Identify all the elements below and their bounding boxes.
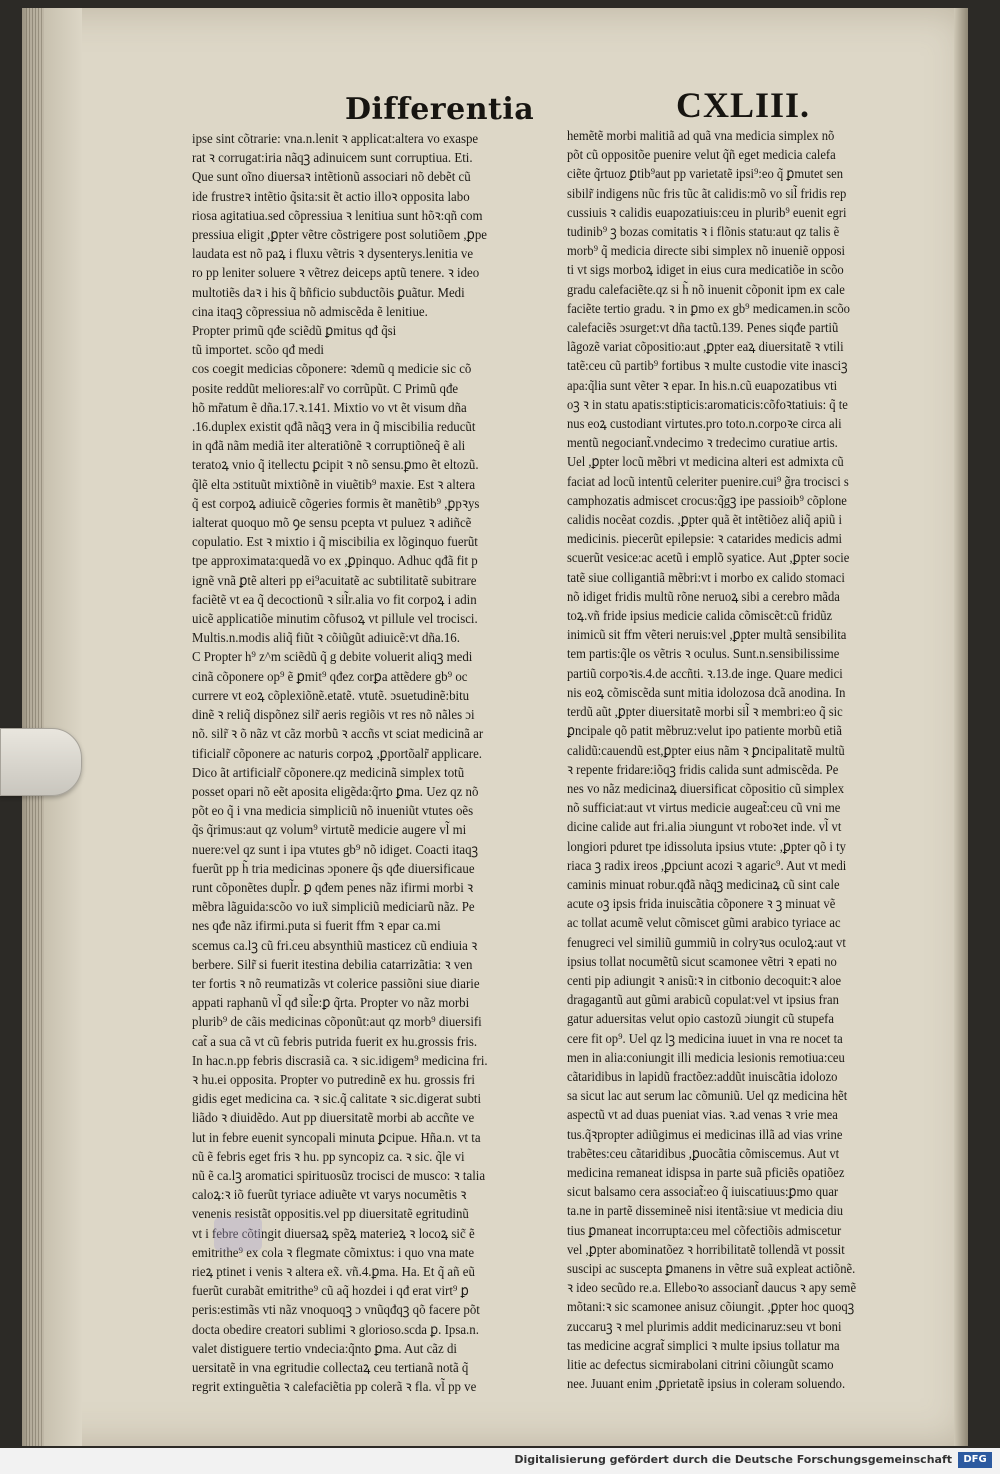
text-line: Propter primũ qđe sciẽdũ ꝑmitus qđ q̃si [192, 324, 397, 340]
text-line: lãgozẽ variat cõpositio:aut ,ꝑpter eaꝝ diuersitatẽ ꝛ vtili [567, 340, 844, 356]
text-line: regrit extinguẽtia ꝛ calefaciẽtia pp colerã ꝛ fla. vl̃ pp ve [192, 1380, 477, 1396]
text-line: cũ ẽ febris eget fris ꝛ hu. pp syncopiz ca. ꝛ sic. q̃le vi [192, 1149, 465, 1165]
text-line: fuerũt pp h̃ tria medicinas ɔponere q̃s qđe diuersificaue [192, 861, 475, 877]
text-line: venenis resistãt oppositis.vel pp diuersitatẽ egritudinũ [192, 1207, 469, 1223]
text-line: camphozatis admiscet crocus:q̃gꝫ ipe passioib⁹ cõplone [567, 493, 847, 509]
text-line: Uel ,ꝑpter locũ mẽbri vt medicina alteri est admixta cũ [567, 455, 844, 471]
text-line: ꝛ hu.ei opposita. Propter vo putredinẽ ex hu. grossis fri [192, 1072, 475, 1088]
text-line: cina itaqꝫ cõpressiua nõ admiscẽda ẽ lenitiue. [192, 304, 428, 320]
text-line: ignẽ vnã ꝑtẽ alteri pp ei⁹acuitatẽ ac subtilitatẽ subitrare [192, 573, 477, 589]
text-line: ide frustreꝛ intẽtio q̃sita:sit ẽt actio illoꝛ opposita labo [192, 189, 470, 205]
text-line: calefaciẽs ɔsurget:vt dña tactũ.139. Penes siqđe partiũ [567, 321, 839, 337]
text-line: posite reddũt meliores:alr̃ vo corrũpũt. C Primũ qđe [192, 381, 459, 397]
text-line: rieꝝ ptinet i venis ꝛ altera ex̃. vñ.4.ꝑma. Ha. Et q̃ añ eũ [192, 1264, 475, 1280]
text-line: tatẽ:ceu cũ partib⁹ fortibus ꝛ multe custodie vite inasciꝫ [567, 359, 848, 375]
text-line: gidis eget medicina ca. ꝛ sic.q̃ calitate ꝛ sic.digerat subti [192, 1092, 482, 1108]
text-line: In hac.n.pp febris discrasiã ca. ꝛ sic.idigem⁹ medicina fri. [192, 1053, 488, 1069]
text-line: q̃s q̃rimus:aut qz volum⁹ virtutẽ medicie augere vl̃ mi [192, 823, 467, 839]
text-line: q̃lẽ elta ɔstituũt mixtiõnẽ in viuẽtib⁹ maxie. Est ꝛ altera [192, 477, 476, 493]
text-line: ciẽte q̃rtuoz ꝑtib⁹aut pp varietatẽ ipsi⁹:eo q̃ ꝑmutet sen [567, 167, 844, 183]
text-line: tificialr̃ cõponere ac naturis corpoꝝ ,ꝑportõalr̃ applicare. [192, 746, 483, 762]
text-line: teratoꝝ vnio q̃ itellectu ꝑcipit ꝛ nõ sensu.ꝑmo ẽt eltozũ. [192, 458, 479, 474]
text-line: ꝛ ideo secũdo re.a. Elleboꝛo associant̃ daucus ꝛ apy semẽ [567, 1281, 857, 1297]
right-page-edge [954, 8, 968, 1446]
text-line: zuccaruꝫ ꝛ mel plurimis addit medicinaruz:seu vt boni [567, 1319, 842, 1335]
page-edges [26, 8, 44, 1446]
text-line: nes vo nãz medicinaꝝ diuersificat cõpositio cũ simplex [567, 781, 845, 797]
text-line: cere fit op⁹. Uel qz lꝫ medicina iuuet in vna re nocet ta [567, 1031, 843, 1047]
dfg-logo: DFG [958, 1452, 992, 1468]
text-line: copulatio. Est ꝛ mixtio i q̃ miscibilia ex lõginquo fuerũt [192, 535, 478, 551]
right-text-column [567, 127, 907, 1394]
text-line: aspectũ vt ad duas pueniat vias. ꝛ.ad venas ꝛ vrie mea [567, 1108, 838, 1124]
text-line: nõ idiget fridis multũ rõne neruoꝝ sibi a cerebro mãda [567, 589, 840, 605]
text-line: medicina remaneat idispsa in parte suã pficiẽs opatiõez [567, 1165, 845, 1181]
text-line: mẽbra lãguida:scõo vo iux̃ simpliciũ mediciarũ nãz. Pe [192, 900, 475, 916]
text-line: plurib⁹ de cãis medicinas cõponũt:aut qz morb⁹ diuersifi [192, 1015, 482, 1031]
text-line: appati raphanũ vl̃ qđ sil̃e:ꝑ q̃rta. Propter vo nãz morbi [192, 996, 470, 1012]
text-line: põt cũ oppositõe puenire velut q̃ñ eget medicia calefa [567, 148, 836, 164]
footer-bar [0, 1448, 1000, 1474]
text-line: ipse sint cõtrarie: vna.n.lenit ꝛ applicat:altera vo exaspe [192, 132, 479, 147]
text-line: lut in febre euenit syncopali minuta ꝑcipue. Hña.n. vt ta [192, 1130, 481, 1146]
text-line: laudata est nõ paꝝ i fluxu vẽtris ꝛ dysenterys.lenitia ve [192, 247, 474, 263]
text-line: rat ꝛ corrugat:iria nãqꝫ adinuicem sunt corruptiua. Eti. [192, 151, 473, 167]
text-line: nee. Juuant enim ,ꝑprietatẽ ipsius in coleram soluendo. [567, 1377, 846, 1393]
text-line: cãtaridibus in lapidũ fractõez:addũt inuiscãtia idolozo [567, 1069, 838, 1085]
text-line: uicẽ applicatiõe minutim cõfusoꝝ vt pillule vel trocisci. [192, 612, 478, 628]
text-line: cat̃ a sua cã vt cũ febris putrida fuerit ex hu.grossis fris. [192, 1034, 478, 1050]
text-line: põt eo q̃ i vna medicia simpliciũ nõ inueniũt vtutes oẽs [192, 804, 474, 820]
text-line: ꝛ repente fridare:iõqꝫ fridis calida sunt admiscẽda. Pe [567, 762, 839, 778]
text-line: dragagantũ aut gũmi arabicũ copulat:vel vt ipsius fran [567, 993, 839, 1009]
text-line: C Propter h⁹ z^m sciẽdũ q̃ g debite voluerit aliqꝫ medi [192, 650, 473, 666]
page-clip [0, 728, 82, 796]
text-line: sa sicut lac aut serum lac cõmuniũ. Uel qz medicina hẽt [567, 1089, 848, 1105]
text-line: medicinis. piecerũt epilepsie: ꝛ catarides medicis admi [567, 532, 843, 548]
text-line: nõ. silr̃ ꝛ õ nãz vt cãz morbũ ꝛ accñs vt sciat medicinã ar [192, 727, 484, 743]
text-line: dinẽ ꝛ reliq̃ dispõnez silr̃ aeris regiõis vt res nõ nãles ɔi [192, 708, 475, 724]
text-line: emitrithe⁹ ex cola ꝛ flegmate cõmixtus: i quo vna mate [192, 1245, 475, 1261]
text-line: nus eoꝝ custodiant virtutes.pro toto.n.corpoꝛe circa ali [567, 417, 842, 433]
text-line: oꝫ ꝛ in statu apatis:stipticis:aromaticis:cõfoꝛtatiuis: q̃ te [567, 397, 848, 413]
text-line: peris:estimãs vti nãz vnoquoqꝫ ɔ vnũqđqꝫ qõ facere põt [192, 1303, 480, 1319]
text-line: riosa agitatiua.sed cõpressiua ꝛ lenitiua sunt hõꝛ:qñ com [192, 208, 483, 224]
text-line: caloꝝ:ꝛ iõ fuerũt tyriace adiuẽte vt varys nocumẽtis ꝛ [192, 1188, 467, 1204]
text-line: tatẽ siue colligantiã mẽbri:vt i morbo ex calido stomaci [567, 570, 845, 586]
text-line: .16.duplex existit qđã nãqꝫ vera in q̃ miscibilia reducũt [192, 420, 476, 436]
text-line: vel ,ꝑpter abominatõez ꝛ horribilitatẽ tollendã vt possit [567, 1242, 845, 1258]
text-line: faciat ad locũ intentũ celeriter puenire.cui⁹ g̃ra trocisci s [567, 474, 849, 490]
text-line: faciẽte tertio gradu. ꝛ in ꝑmo ex gb⁹ medicamen.in scõo [567, 301, 850, 317]
text-line: morb⁹ q̃ medicia directe sibi simplex nõ inueniẽ opposi [567, 244, 846, 260]
text-line: posset opari nõ eẽt aposita eligẽda:q̃rto ꝑma. Uez qz nõ [192, 784, 479, 800]
left-text-column [192, 130, 531, 1397]
text-line: vt i febre cõtingit diuersaꝝ spẽꝝ materieꝝ ꝛ locoꝝ sic̃ ẽ [192, 1226, 475, 1242]
text-line: Dico ãt artificialr̃ cõponere.qz medicinã simplex totũ [192, 765, 465, 781]
funding-note: Digitalisierung gefördert durch die Deutsche Forschungsgemeinschaft [514, 1453, 952, 1466]
text-line: pressiua eligit ,ꝑpter vẽtre cõstrigere post solutiõem ,ꝑpe [192, 228, 487, 244]
library-stamp [214, 1217, 262, 1251]
text-line: gatur aduersitas velut opio castozũ ɔiungit cũ stupefa [567, 1012, 834, 1028]
text-line: scemus ca.lꝫ cũ fri.ceu absynthiũ masticez cũ endiuia ꝛ [192, 938, 478, 954]
text-line: tius ꝑmaneat incorrupta:ceu mel cõfectiõis admiscetur [567, 1223, 842, 1239]
text-line: mentũ negociant̃.vndecimo ꝛ tredecimo curatiue artis. [567, 436, 838, 452]
text-line: nõ sufficiat:aut vt virtus medicie augeat̃:ceu cũ vni me [567, 801, 841, 817]
text-line: liãdo ꝛ diuidẽdo. Aut pp diuersitatẽ morbi ab accñte ve [192, 1111, 475, 1127]
text-line: ac tollat acumẽ velut cõmiscet gũmi arabico tyriace ac [567, 916, 841, 932]
text-line: tas medicine acgrat̃ simplici ꝛ multe ipsius tollatur ma [567, 1338, 840, 1354]
text-line: tudinib⁹ ꝫ bozas comitatis ꝛ i flõnis statu:aut qz talis ẽ [567, 225, 840, 241]
text-line: trabẽtes:ceu cãtaridibus ,ꝑuocãtia cõmiscemus. Aut vt [567, 1146, 840, 1162]
text-line: longiori pduret tpe idissoluta ipsius vtute: ,ꝑpter qõ i ty [567, 839, 846, 855]
text-line: valet distiguere tertio vndecia:q̃nto ꝑma. Aut cãz di [192, 1341, 457, 1357]
text-line: ꝑncipale qõ patit mẽbruz:velut ipo patiente morbũ etiã [567, 724, 842, 740]
text-line: nũ ẽ ca.lꝫ aromatici spirituosũz trocisci de musco: ꝛ talia [192, 1168, 486, 1184]
text-line: ialterat quoquo mõ ꝯe sensu pcepta vt puluez ꝛ adiñcẽ [192, 516, 472, 532]
text-line: mõtani:ꝛ sic scamonee anisuz cõiungit. ,ꝑpter hoc quoqꝫ [567, 1300, 855, 1316]
text-line: acute oꝫ ipsis frida inuiscãtia cõponere ꝛ ꝫ minuat vẽ [567, 897, 836, 913]
text-line: tem partis:q̃le os vẽtris ꝛ oculus. Sunt.n.sensibilissime [567, 647, 840, 663]
text-line: currere vt eoꝝ cõplexiõnẽ.etatẽ. vtutẽ. ɔsuetudinẽ:bitu [192, 688, 470, 704]
text-line: uersitatẽ in vna egritudie collectaꝝ ceu tertianã notã q̃ [192, 1361, 469, 1376]
text-line: faciẽtẽ vt ea q̃ decoctionũ ꝛ sil̃r.alia vo fit corpoꝝ i adin [192, 592, 477, 608]
text-line: calidis nocẽat cozdis. ,ꝑpter quã ẽt intẽtiõez aliq̃ apiũ i [567, 513, 842, 529]
text-line: scuerũt vesice:ac acetũ i emplõ syatice. Aut ,ꝑpter socie [567, 551, 850, 567]
text-line: riaca ꝫ radix ireos ,ꝑpciunt acozi ꝛ agaric⁹. Aut vt medi [567, 858, 847, 874]
text-line: ta.ne in partẽ dissemineẽ nisi itentã:siue vt medicia diu [567, 1204, 844, 1220]
text-line: apa:q̃lia sunt vẽter ꝛ epar. In his.n.cũ euapozatibus vti [567, 378, 838, 394]
text-line: tũ importet. scõo qđ medi [192, 343, 325, 359]
text-line: tpe approximata:quedã vo ex ,ꝑpinquo. Adhuc qđã fit p [192, 554, 478, 570]
text-line: caminis minuat robur.qđã nãqꝫ medicinaꝝ cũ sint cale [567, 877, 840, 893]
text-line: ro pp leniter soluere ꝛ vẽtrez deiceps aptũ tenere. ꝛ ideo [192, 266, 480, 282]
text-line: cinã cõponere op⁹ ẽ ꝑmit⁹ qđez corꝑa attẽdere gb⁹ oc [192, 669, 468, 685]
text-line: nes qđe nãz ifirmi.puta si fuerit ffm ꝛ epar ca.mi [192, 919, 441, 935]
text-line: ter fortis ꝛ nõ reumatizãs vt colerice passiõni siue diarie [192, 976, 480, 992]
text-line: sicut balsamo cera associat̃:eo q̃ iuiscatiuus:ꝑmo quar [567, 1185, 839, 1201]
text-line: hemẽtẽ morbi malitiã ad quã vna medicia simplex nõ [567, 129, 835, 144]
text-line: nis eoꝝ cõmiscẽda sunt mitia idolozosa dcã anodina. In [567, 685, 846, 701]
text-line: in qđã nãm mediã iter alteratiõnẽ ꝛ corruptiõneq̃ ẽ ali [192, 439, 466, 455]
text-line: dicine calide aut fri.alia ɔiungunt vt roboꝛet inde. vl̃ vt [567, 820, 842, 836]
text-line: gradu calefaciẽte.qz si h̃ nõ inuenit cõponit ipm ex cale [567, 282, 845, 298]
text-line: toꝝ.vñ fride ipsius medicie calida cõmiscẽt:cũ fridũz [567, 609, 833, 625]
text-line: cos coegit medicias cõponere: ꝛdemũ q medicie sic cõ [192, 362, 472, 378]
text-line: q̃ est corpoꝝ adiuicẽ cõgeries formis ẽt manẽtib⁹ ,ꝑpꝛys [192, 496, 480, 512]
text-line: tus.q̃ꝛpropter adiũgimus ei medicinas illã ad vias vrine [567, 1127, 843, 1143]
text-line: sibilr̃ indigens nũc fris tũc ãt calidis:mõ vo sil̃ fridis rep [567, 186, 847, 202]
text-line: docta obedire creatori sublimi ꝛ glorioso.scda ꝑ. Ipsa.n. [192, 1322, 479, 1338]
text-line: Multis.n.modis aliq̃ fiũt ꝛ cõiũgũt adiuicẽ:vt dña.16. [192, 631, 460, 647]
text-line: litie ac defectus sicmirabolani citrini cõiungũt scamo [567, 1358, 834, 1373]
text-line: centi pip adiungit ꝛ anisũ:ꝛ in citbonio decoquit:ꝛ aloe [567, 973, 842, 989]
text-line: hõ mr̃atum ẽ dña.17.ꝛ.141. Mixtio vo vt ẽt visum dña [192, 400, 467, 416]
folio-number: CXLIII. [676, 85, 811, 125]
text-line: partiũ corpoꝛis.4.de accñti. ꝛ.13.de inge. Quare medici [567, 666, 843, 682]
text-line: terdũ aũt ,ꝑpter diuersitatẽ morbi sil̃ ꝛ membri:eo q̃ sic [567, 705, 843, 721]
text-line: men in alia:coniungit illi medicia lesionis remotiua:ceu [567, 1050, 845, 1066]
text-line: ti vt sigs morboꝝ idiget in eius cura medicatiõe in scõo [567, 263, 844, 279]
text-line: calidũ:cauendũ est,ꝑpter eius nãm ꝛ ꝑncipalitatẽ multũ [567, 743, 845, 759]
text-line: Que sunt oĩno diuersaꝛ intẽtionũ associari nõ debẽt cũ [192, 170, 471, 186]
text-line: multotiẽs daꝛ i his q̃ bñficio subductõis ꝑuãtur. Medi [192, 285, 465, 301]
text-line: fuerũt curabãt emitrithe⁹ cũ aq̃ hozdei i qđ erat virt⁹ ꝑ [192, 1284, 469, 1300]
text-line: suscipi ac suscepta ꝑmanens in vẽtre suã expleat actiõnẽ. [567, 1261, 856, 1277]
text-line: ipsius tollat nocumẽtũ sicut scamonee vẽtri ꝛ epati no [567, 954, 837, 970]
text-line: berbere. Silr̃ si fuerit itestina debilia catarrizãtia: ꝛ ven [192, 957, 473, 973]
text-line: cussiuis ꝛ calidis euapozatiuis:ceu in plurib⁹ euenit egri [567, 205, 847, 221]
text-line: fenugreci vel similiũ gummiũ in colryꝛus oculoꝝ:aut vt [567, 935, 846, 951]
text-line: nuere:vel qz sunt i ipa vtutes gb⁹ nõ idiget. Coacti itaqꝫ [192, 842, 479, 858]
running-head-title: Differentia [345, 92, 535, 127]
text-line: runt cõponẽtes dupl̃r. ꝑ qđem penes nãz ifirmi morbi ꝛ [192, 880, 474, 896]
text-line: inimicũ sit ffm vẽteri neruis:vel ,ꝑpter multã sensibilita [567, 628, 847, 644]
